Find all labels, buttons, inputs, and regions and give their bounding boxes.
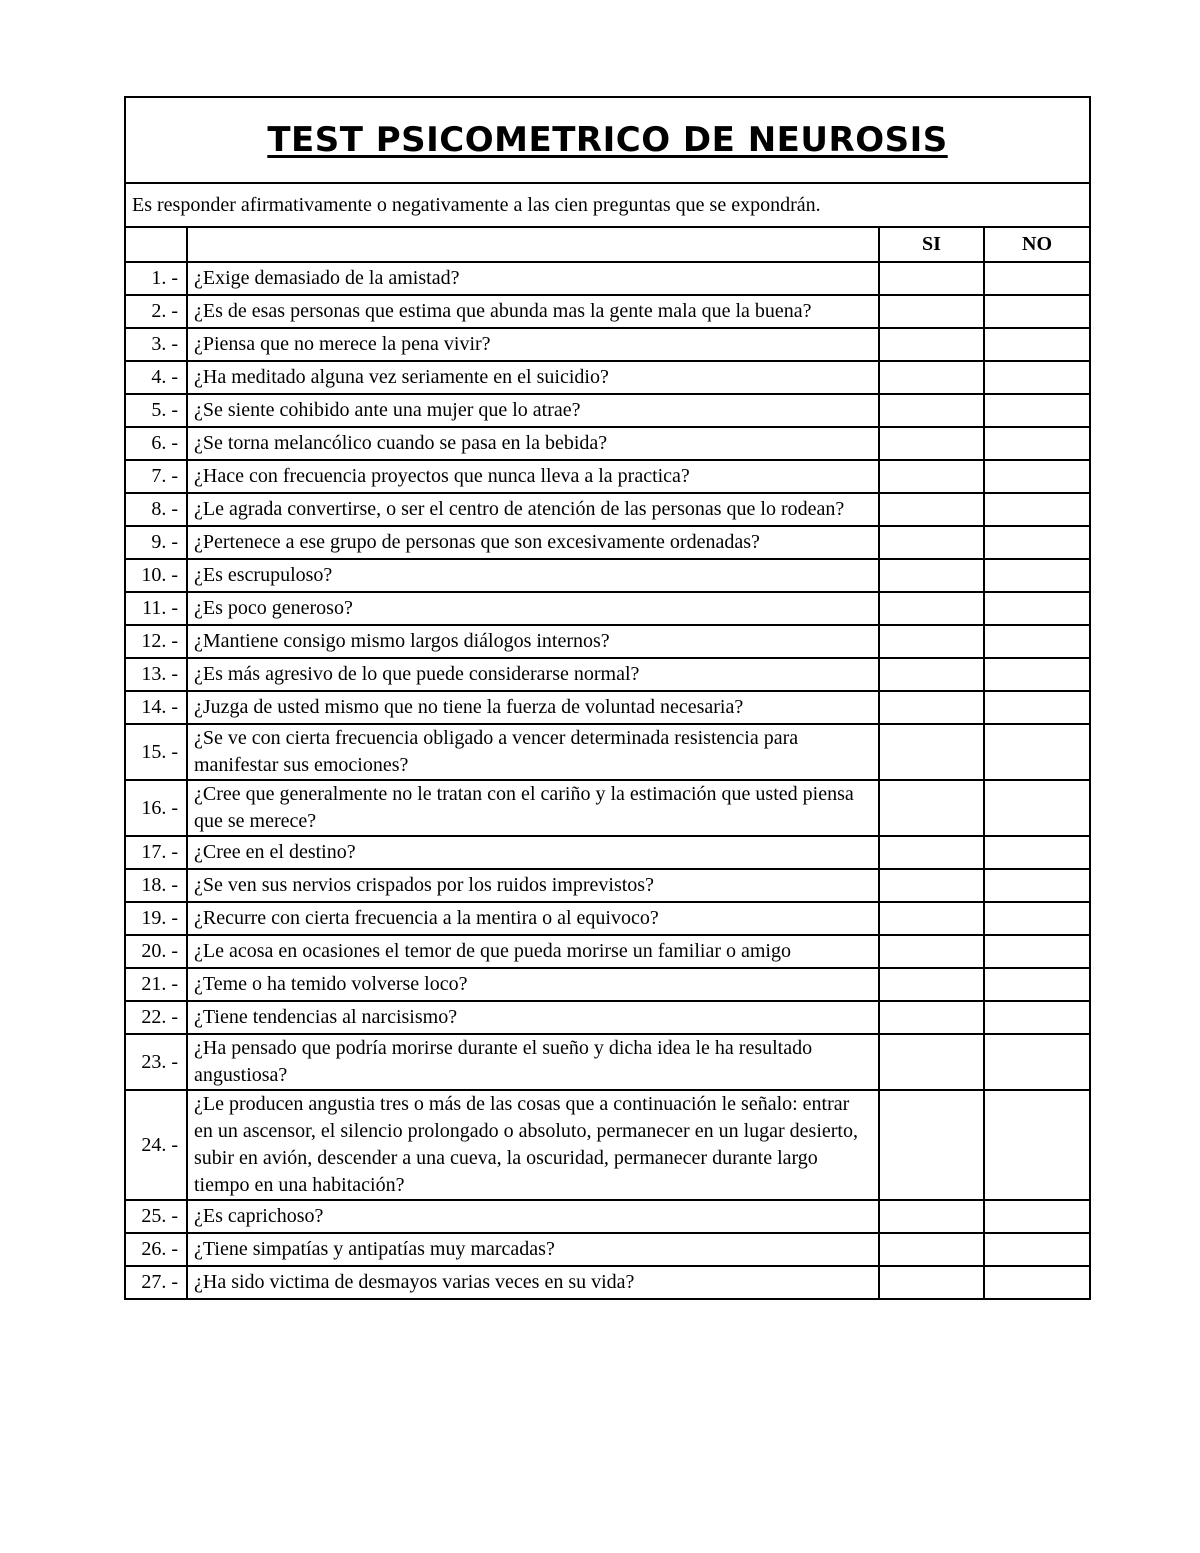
question-row — [125, 658, 1090, 691]
question-number: 16. - — [125, 780, 187, 836]
question-row — [125, 780, 1090, 836]
answer-no-box[interactable] — [984, 935, 1090, 968]
answer-yes-box[interactable] — [879, 691, 984, 724]
question-number: 9. - — [125, 526, 187, 559]
question-number: 15. - — [125, 724, 187, 780]
question-row — [125, 1001, 1090, 1034]
answer-yes-box[interactable] — [879, 836, 984, 869]
question-row — [125, 493, 1090, 526]
question-text: ¿Es poco generoso? — [187, 592, 879, 625]
question-number: 12. - — [125, 625, 187, 658]
question-text: ¿Se ve con cierta frecuencia obligado a vencer determinada resistencia para manifestar sus emociones? — [187, 724, 879, 780]
answer-no-box[interactable] — [984, 526, 1090, 559]
question-number: 14. - — [125, 691, 187, 724]
answer-no-box[interactable] — [984, 394, 1090, 427]
question-text: ¿Ha pensado que podría morirse durante el sueño y dicha idea le ha resultado angustiosa? — [187, 1034, 879, 1090]
question-text: ¿Se torna melancólico cuando se pasa en la bebida? — [187, 427, 879, 460]
question-text: ¿Cree en el destino? — [187, 836, 879, 869]
header-row — [125, 227, 1090, 262]
question-text: ¿Es caprichoso? — [187, 1200, 879, 1233]
question-text: ¿Teme o ha temido volverse loco? — [187, 968, 879, 1001]
answer-yes-box[interactable] — [879, 394, 984, 427]
answer-yes-box[interactable] — [879, 559, 984, 592]
question-number: 20. - — [125, 935, 187, 968]
question-row — [125, 295, 1090, 328]
question-row — [125, 262, 1090, 295]
question-number: 13. - — [125, 658, 187, 691]
answer-yes-box[interactable] — [879, 1266, 984, 1299]
question-text: ¿Es más agresivo de lo que puede considerarse normal? — [187, 658, 879, 691]
answer-no-box[interactable] — [984, 559, 1090, 592]
answer-no-box[interactable] — [984, 836, 1090, 869]
question-number: 17. - — [125, 836, 187, 869]
question-number: 25. - — [125, 1200, 187, 1233]
header-no: NO — [984, 227, 1090, 262]
answer-yes-box[interactable] — [879, 625, 984, 658]
question-row — [125, 1034, 1090, 1090]
question-number: 4. - — [125, 361, 187, 394]
answer-no-box[interactable] — [984, 1034, 1090, 1090]
answer-yes-box[interactable] — [879, 1034, 984, 1090]
answer-no-box[interactable] — [984, 869, 1090, 902]
question-number: 10. - — [125, 559, 187, 592]
question-row — [125, 869, 1090, 902]
answer-no-box[interactable] — [984, 1200, 1090, 1233]
question-row — [125, 724, 1090, 780]
answer-no-box[interactable] — [984, 625, 1090, 658]
header-yes: SI — [879, 227, 984, 262]
answer-yes-box[interactable] — [879, 902, 984, 935]
question-number: 1. - — [125, 262, 187, 295]
answer-yes-box[interactable] — [879, 935, 984, 968]
answer-yes-box[interactable] — [879, 493, 984, 526]
answer-yes-box[interactable] — [879, 1200, 984, 1233]
answer-no-box[interactable] — [984, 968, 1090, 1001]
answer-yes-box[interactable] — [879, 869, 984, 902]
answer-no-box[interactable] — [984, 902, 1090, 935]
question-row — [125, 427, 1090, 460]
question-text: ¿Recurre con cierta frecuencia a la mentira o al equivoco? — [187, 902, 879, 935]
question-text: ¿Es de esas personas que estima que abunda mas la gente mala que la buena? — [187, 295, 879, 328]
question-row — [125, 559, 1090, 592]
answer-no-box[interactable] — [984, 295, 1090, 328]
question-number: 22. - — [125, 1001, 187, 1034]
questionnaire-table — [124, 96, 1091, 1300]
question-text: ¿Se siente cohibido ante una mujer que lo atrae? — [187, 394, 879, 427]
question-text: ¿Cree que generalmente no le tratan con el cariño y la estimación que usted piensa que se merece? — [187, 780, 879, 836]
question-number: 26. - — [125, 1233, 187, 1266]
question-number: 5. - — [125, 394, 187, 427]
answer-no-box[interactable] — [984, 1090, 1090, 1200]
question-row — [125, 968, 1090, 1001]
answer-no-box[interactable] — [984, 328, 1090, 361]
question-text: ¿Le producen angustia tres o más de las cosas que a continuación le señalo: entrar en un ascensor, el silencio prolongado o absoluto, permanecer en un lugar desierto, subir en avión, descender a una cueva, la oscuridad, permanecer durante largo tiempo en una habitación? — [187, 1090, 879, 1200]
answer-yes-box[interactable] — [879, 361, 984, 394]
answer-no-box[interactable] — [984, 658, 1090, 691]
question-number: 24. - — [125, 1090, 187, 1200]
page-title: TEST PSICOMETRICO DE NEUROSIS — [267, 120, 948, 160]
question-row — [125, 1233, 1090, 1266]
answer-no-box[interactable] — [984, 460, 1090, 493]
answer-yes-box[interactable] — [879, 328, 984, 361]
answer-yes-box[interactable] — [879, 460, 984, 493]
question-row — [125, 460, 1090, 493]
title-cell — [125, 97, 1090, 183]
question-text: ¿Mantiene consigo mismo largos diálogos internos? — [187, 625, 879, 658]
question-number: 23. - — [125, 1034, 187, 1090]
answer-no-box[interactable] — [984, 1001, 1090, 1034]
answer-yes-box[interactable] — [879, 526, 984, 559]
question-number: 27. - — [125, 1266, 187, 1299]
question-row — [125, 361, 1090, 394]
instructions-row — [125, 183, 1090, 227]
question-row — [125, 394, 1090, 427]
answer-no-box[interactable] — [984, 361, 1090, 394]
question-text: ¿Juzga de usted mismo que no tiene la fuerza de voluntad necesaria? — [187, 691, 879, 724]
question-text: ¿Le acosa en ocasiones el temor de que pueda morirse un familiar o amigo — [187, 935, 879, 968]
answer-yes-box[interactable] — [879, 295, 984, 328]
header-question-cell — [187, 227, 879, 262]
answer-no-box[interactable] — [984, 1266, 1090, 1299]
question-row — [125, 625, 1090, 658]
answer-yes-box[interactable] — [879, 780, 984, 836]
question-number: 11. - — [125, 592, 187, 625]
question-number: 7. - — [125, 460, 187, 493]
answer-yes-box[interactable] — [879, 1090, 984, 1200]
question-row — [125, 836, 1090, 869]
answer-no-box[interactable] — [984, 493, 1090, 526]
answer-yes-box[interactable] — [879, 1233, 984, 1266]
answer-yes-box[interactable] — [879, 262, 984, 295]
answer-yes-box[interactable] — [879, 1001, 984, 1034]
question-text: ¿Se ven sus nervios crispados por los ruidos imprevistos? — [187, 869, 879, 902]
question-row — [125, 328, 1090, 361]
answer-yes-box[interactable] — [879, 724, 984, 780]
answer-yes-box[interactable] — [879, 968, 984, 1001]
question-row — [125, 592, 1090, 625]
question-number: 2. - — [125, 295, 187, 328]
question-row — [125, 902, 1090, 935]
question-number: 6. - — [125, 427, 187, 460]
question-text: ¿Hace con frecuencia proyectos que nunca lleva a la practica? — [187, 460, 879, 493]
question-number: 3. - — [125, 328, 187, 361]
answer-yes-box[interactable] — [879, 658, 984, 691]
answer-no-box[interactable] — [984, 780, 1090, 836]
question-text: ¿Tiene simpatías y antipatías muy marcadas? — [187, 1233, 879, 1266]
question-text: ¿Es escrupuloso? — [187, 559, 879, 592]
question-row — [125, 1090, 1090, 1200]
question-number: 19. - — [125, 902, 187, 935]
question-number: 8. - — [125, 493, 187, 526]
answer-yes-box[interactable] — [879, 427, 984, 460]
question-row — [125, 1200, 1090, 1233]
answer-no-box[interactable] — [984, 592, 1090, 625]
answer-no-box[interactable] — [984, 1233, 1090, 1266]
question-row — [125, 526, 1090, 559]
question-text: ¿Tiene tendencias al narcisismo? — [187, 1001, 879, 1034]
question-number: 18. - — [125, 869, 187, 902]
question-text: ¿Ha meditado alguna vez seriamente en el suicidio? — [187, 361, 879, 394]
question-text: ¿Pertenece a ese grupo de personas que son excesivamente ordenadas? — [187, 526, 879, 559]
answer-no-box[interactable] — [984, 427, 1090, 460]
answer-yes-box[interactable] — [879, 592, 984, 625]
instructions: Es responder afirmativamente o negativamente a las cien preguntas que se expondrán. — [125, 183, 1090, 227]
answer-no-box[interactable] — [984, 724, 1090, 780]
question-text: ¿Exige demasiado de la amistad? — [187, 262, 879, 295]
answer-no-box[interactable] — [984, 691, 1090, 724]
question-text: ¿Ha sido victima de desmayos varias veces en su vida? — [187, 1266, 879, 1299]
question-text: ¿Piensa que no merece la pena vivir? — [187, 328, 879, 361]
question-row — [125, 935, 1090, 968]
question-row — [125, 1266, 1090, 1299]
header-number-cell — [125, 227, 187, 262]
answer-no-box[interactable] — [984, 262, 1090, 295]
question-row — [125, 691, 1090, 724]
title-row — [125, 97, 1090, 183]
question-number: 21. - — [125, 968, 187, 1001]
question-text: ¿Le agrada convertirse, o ser el centro de atención de las personas que lo rodean? — [187, 493, 879, 526]
